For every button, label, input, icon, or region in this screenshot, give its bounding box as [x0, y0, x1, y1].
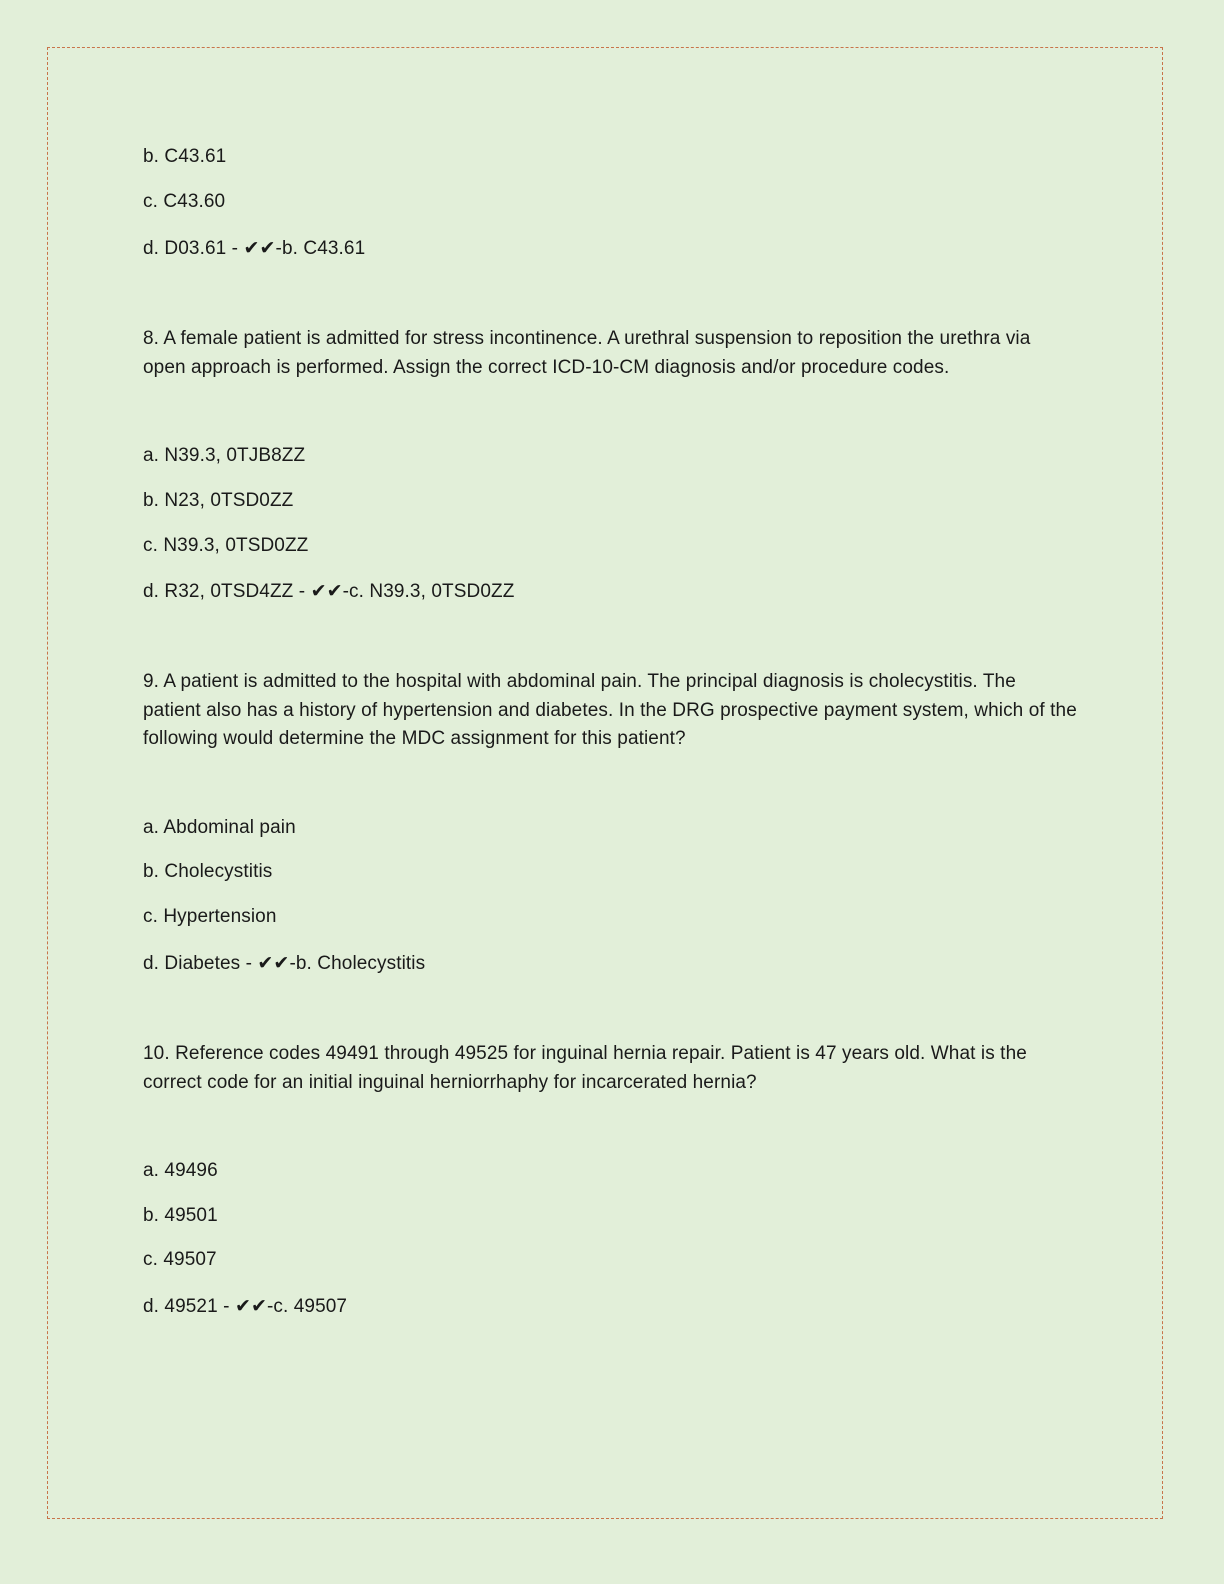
q9-option-b: b. Cholecystitis: [143, 861, 273, 882]
q9-question: 9. A patient is admitted to the hospital with abdominal pain. The principal diagnosis is cholecystitis. The patient also has a history of hypertension and diabetes. In the DRG prospective payment system, which of the following would determine the MDC assignment for this patient?: [143, 671, 1077, 749]
q9-option-d-answer: d. Diabetes - ✔✔-b. Cholecystitis: [143, 953, 426, 974]
q9-option-c: c. Hypertension: [143, 906, 277, 927]
q10-option-c: c. 49507: [143, 1249, 217, 1270]
q8-option-c: c. N39.3, 0TSD0ZZ: [143, 535, 309, 556]
q8-question: 8. A female patient is admitted for stress incontinence. A urethral suspension to reposition the urethra via open approach is performed. Assign the correct ICD-10-CM diagnosis and/or procedure codes.: [143, 328, 1031, 378]
q8-option-a: a. N39.3, 0TJB8ZZ: [143, 445, 306, 466]
q8-option-b: b. N23, 0TSD0ZZ: [143, 490, 294, 511]
q9-option-a: a. Abdominal pain: [143, 817, 296, 838]
q10-question: 10. Reference codes 49491 through 49525 for inguinal hernia repair. Patient is 47 years old. What is the correct code for an initial inguinal herniorrhaphy for incarcerated hernia?: [143, 1043, 1027, 1093]
q10-option-b: b. 49501: [143, 1205, 218, 1226]
q10-option-a: a. 49496: [143, 1160, 218, 1181]
q8-option-d-answer: d. R32, 0TSD4ZZ - ✔✔-c. N39.3, 0TSD0ZZ: [143, 581, 515, 602]
q10-option-d-answer: d. 49521 - ✔✔-c. 49507: [143, 1296, 348, 1317]
q7-option-c: c. C43.60: [143, 191, 226, 212]
q7-option-b: b. C43.61: [143, 146, 227, 167]
q7-option-d-answer: d. D03.61 - ✔✔-b. C43.61: [143, 238, 366, 259]
